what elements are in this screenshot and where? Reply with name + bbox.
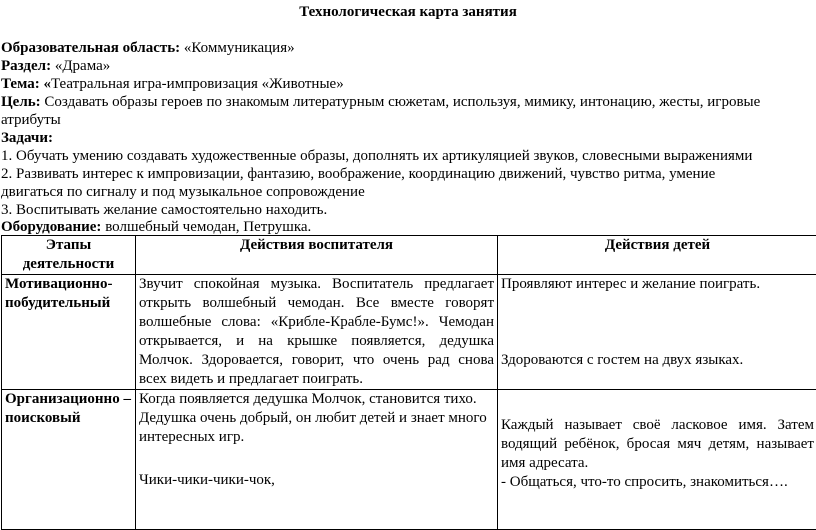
tasks-label: Задачи:: [1, 130, 53, 146]
area-line: [1, 39, 295, 57]
task-3: 3. Воспитывать желание самостоятельно находить.: [1, 201, 327, 219]
teacher-actions-cell: [136, 390, 498, 530]
table-row: [2, 390, 816, 530]
teacher-action-2: Чики-чики-чики-чок,: [139, 471, 494, 490]
goal-line: [1, 93, 760, 111]
task-2-continued: двигаться по сигналу и под музыкальное сопровождение: [1, 183, 365, 201]
topic-value: Театральная игра-импровизация «Животные»: [51, 76, 344, 92]
children-action-1: Каждый называет своё ласковое имя. Затем водящий ребёнок, бросая мяч детям, называет имя адресата.: [501, 416, 814, 473]
equipment-line: [1, 218, 311, 236]
area-label: Образовательная область:: [1, 40, 180, 56]
children-action-2: Здороваются с гостем на двух языках.: [501, 351, 814, 370]
task-1: 1. Обучать умению создавать художественные образы, дополнять их артикуляцией звуков, словесными выражениями: [1, 147, 752, 165]
stage-cell: Мотивационно-побудительный: [2, 275, 136, 390]
header-teacher-actions: Действия воспитателя: [136, 236, 498, 275]
children-action-2: - Общаться, что-то спросить, знакомиться….: [501, 473, 814, 492]
goal-text: Создавать образы героев по знакомым литературным сюжетам, используя, мимику, интонацию, жесты, игровые: [41, 94, 761, 110]
topic-line: [1, 75, 344, 93]
lesson-plan-table: [1, 235, 816, 530]
stage-cell: Организационно –поисковый: [2, 390, 136, 530]
equipment-label: Оборудование:: [1, 219, 101, 235]
teacher-action-1: Когда появляется дедушка Молчок, становится тихо. Дедушка очень добрый, он любит детей и знает много интересных игр.: [139, 390, 494, 447]
goal-line-continued: атрибуты: [1, 111, 61, 129]
topic-label: Тема: «: [1, 76, 51, 92]
tasks-heading: [1, 129, 53, 147]
children-actions-cell: [498, 275, 816, 390]
area-value: «Коммуникация»: [180, 40, 294, 56]
equipment-value: волшебный чемодан, Петрушка.: [101, 219, 311, 235]
table-header-row: [2, 236, 816, 275]
section-value: «Драма»: [51, 58, 110, 74]
section-line: [1, 57, 110, 75]
children-actions-cell: [498, 390, 816, 530]
goal-label: Цель:: [1, 94, 41, 110]
task-2: 2. Развивать интерес к импровизации, фантазию, воображение, координацию движений, чувство ритма, умение: [1, 165, 715, 183]
header-children-actions: Действия детей: [498, 236, 816, 275]
header-stages: Этапы деятельности: [2, 236, 136, 275]
table-row: [2, 275, 816, 390]
document-title: Технологическая карта занятия: [0, 3, 816, 21]
children-action-1: Проявляют интерес и желание поиграть.: [501, 275, 814, 294]
section-label: Раздел:: [1, 58, 51, 74]
teacher-actions-cell: Звучит спокойная музыка. Воспитатель предлагает открыть волшебный чемодан. Все вместе говорят волшебные слова: «Крибле-Крабле-Бумс!». Чемодан открывается, и на крышке появляется, дедушка Молчок. Здоровается, говорит, что очень рад снова всех видеть и предлагает поиграть.: [136, 275, 498, 390]
